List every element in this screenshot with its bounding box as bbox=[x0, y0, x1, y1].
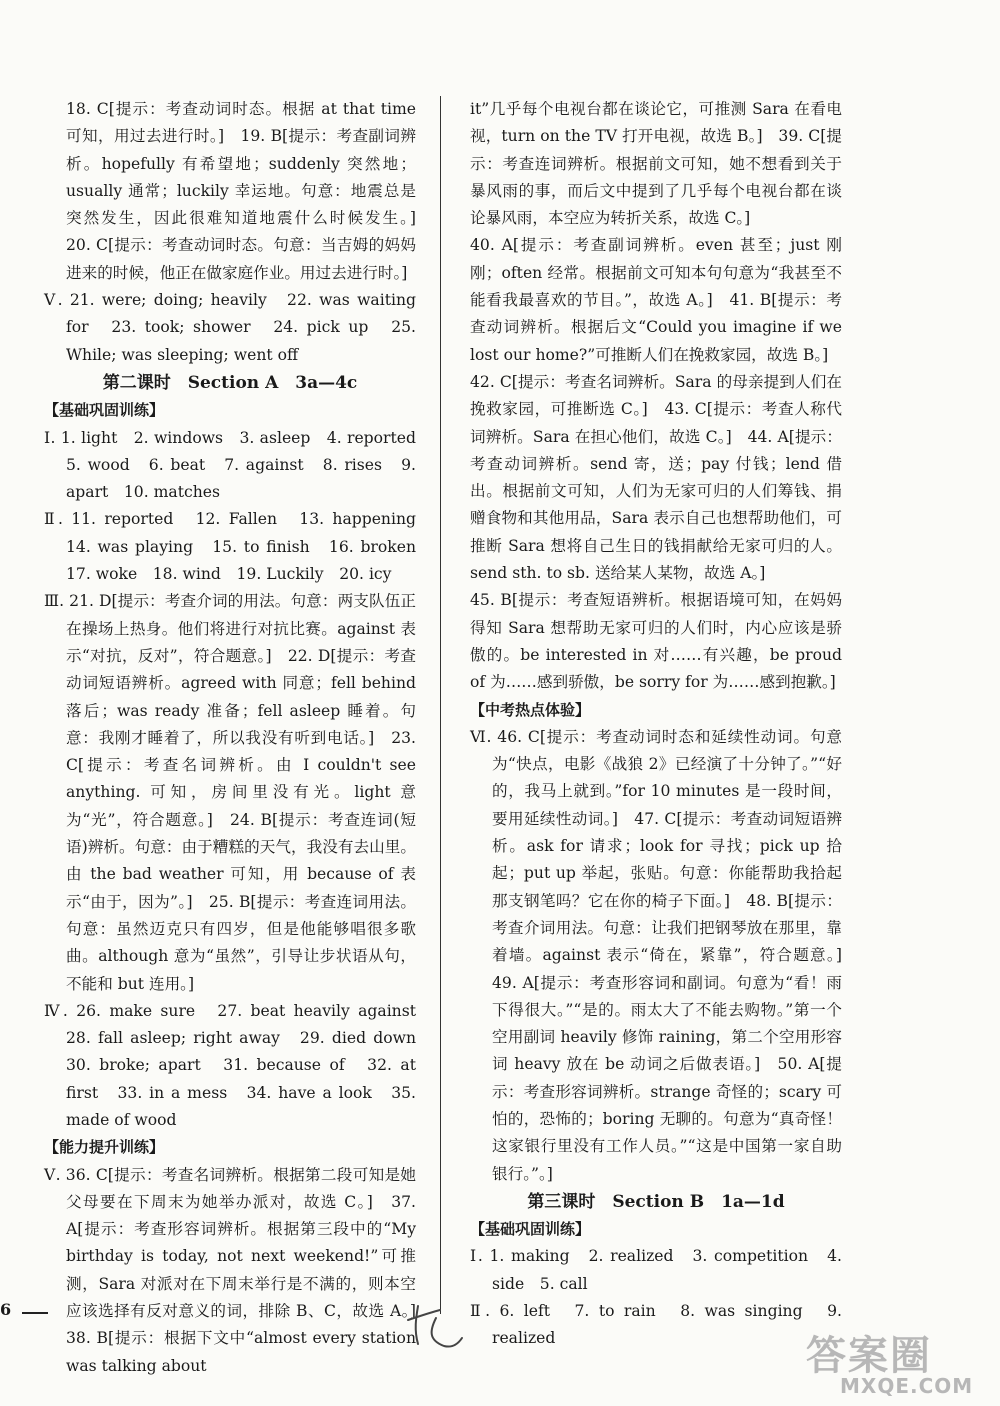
answer-group: Ⅴ. 36. C[提示：考查名词辨析。根据第二段可知是她父母要在下周末为她举办派对，故选 C。] 37. A[提示：考查形容词辨析。根据第三段中的“My birthday is today, not next weekend!”可推测，Sara 对派对在下周末举行是不满的，则本空应该选择有反对意义的词，排除 B、C，故选 A。] 38. B[提示：根据下文中“almost every station was talking about bbox=[44, 1165, 432, 1375]
right-column bbox=[470, 96, 858, 1353]
watermark-brand: 答案圈 bbox=[806, 1333, 932, 1379]
subsection-heading: 【中考热点体验】 bbox=[470, 700, 591, 719]
left-column bbox=[44, 96, 432, 1380]
answer-group: Ⅲ. 21. D[提示：考查介词的用法。句意：两支队伍正在操场上热身。他们将进行对抗比赛。against 表示“对抗，反对”，符合题意。] 22. D[提示：考查动词短语辨析。agreed with 同意；fell behind 落后；was ready 准备；fell asleep 睡着。句意：我刚才睡着了，所以我没有听到电话。] 23. C[提示：考查名词辨析。由 I couldn't see anything. 可知，房间里没有光。light 意为“光”，符合题意。] 24. B[提示：考查连词(短语)辨析。句意：由于糟糕的天气，我没有去山里。由 the bad weather 可知，用 because of 表示“由于，因为”。] 25. B[提示：考查连词用法。句意：虽然迈克只有四岁，但是他能够唱很多歌曲。although 意为“虽然”，引导让步状语从句，不能和 but 连用。] bbox=[44, 592, 416, 993]
column-divider bbox=[440, 96, 441, 1314]
answer-group: Ⅳ. 26. make sure 27. beat heavily against 28. fall asleep; right away 29. died down 30. broke; apart 31. because of 32. at first 33. in a mess 34. have a look 35. made of wood bbox=[44, 1001, 432, 1129]
answer-group: Ⅴ. 21. were; doing; heavily 22. was waiting for 23. took; shower 24. pick up 25. While; was sleeping; went off bbox=[44, 291, 416, 364]
answer-group: Ⅰ. 1. making 2. realized 3. competition 4. side 5. call bbox=[470, 1247, 842, 1293]
page-number: 6 bbox=[0, 1300, 12, 1319]
handwritten-scribble-icon bbox=[400, 1300, 470, 1360]
answer-group: Ⅰ. 1. light 2. windows 3. asleep 4. reported 5. wood 6. beat 7. against 8. rises 9. apart 10. matches bbox=[44, 428, 432, 502]
watermark-url: MXQE.COM bbox=[840, 1374, 974, 1398]
answer-paragraph: 42. C[提示：考查名词辨析。Sara 的母亲提到人们在挽救家园，可推断选 C。] 43. C[提示：考查人称代词辨析。Sara 在担心他们，故选 C。] 44. A[提示：考查动词辨析。send 寄，送；pay 付钱；lend 借出。根据前文可知，人们为无家可归的人们筹钱、捐赠食物和其他用品，Sara 表示自己也想帮助他们，可推断 Sara 想将自己生日的钱捐献给无家可归的人。send sth. to sb. 送给某人某物，故选 A。] bbox=[470, 372, 842, 583]
answer-group: Ⅱ. 11. reported 12. Fallen 13. happening 14. was playing 15. to finish 16. broken 17. woke 18. wind 19. Luckily 20. icy bbox=[44, 510, 432, 584]
section-heading: 第二课时 Section A 3a—4c bbox=[102, 372, 358, 393]
answer-group: Ⅵ. 46. C[提示：考查动词时态和延续性动词。句意为“快点，电影《战狼 2》已经演了十分钟了。”“好的，我马上就到。”for 10 minutes 是一段时间，要用延续性动词。] 47. C[提示：考查动词短语辨析。ask for 请求；look for 寻找；pick up 拾起；put up 举起，张贴。句意：你能帮助我拾起那支钢笔吗？它在你的椅子下面。] 48. B[提示：考查介词用法。句意：让我们把钢琴放在那里，靠着墙。against 表示“倚在，紧靠”，符合题意。] 49. A[提示：考查形容词和副词。句意为“看！雨下得很大。”“是的。雨太大了不能去购物。”第一个空用副词 heavily 修饰 raining，第二个空用形容词 heavy 放在 be 动词之后做表语。] 50. A[提示：考查形容词辨析。strange 奇怪的；scary 可怕的，恐怖的；boring 无聊的。句意为“真奇怪！这家银行里没有工作人员。”“这是中国第一家自助银行。”。] bbox=[470, 727, 858, 1183]
answer-group: Ⅱ. 6. left 7. to rain 8. was singing 9. realized bbox=[470, 1302, 842, 1348]
subsection-heading: 【基础巩固训练】 bbox=[470, 1220, 591, 1239]
answer-paragraph: it”几乎每个电视台都在谈论它，可推测 Sara 在看电视，turn on the TV 打开电视，故选 B。] 39. C[提示：考查连词辨析。根据前文可知，她不想看到关于暴风雨的事，而后文中提到了几乎每个电视台都在谈论暴风雨，本空应为转折关系，故选 C。] bbox=[470, 100, 842, 228]
answer-paragraph: 18. C[提示：考查动词时态。根据 at that time 可知，用过去进行时。] 19. B[提示：考查副词辨析。hopefully 有希望地；suddenly 突然地；usually 通常；luckily 幸运地。句意：地震总是突然发生，因此很难知道地震什么时候发生。] 20. C[提示：考查动词时态。句意：当吉姆的妈妈进来的时候，他正在做家庭作业。用过去进行时。] bbox=[66, 100, 432, 282]
page-number-dash bbox=[22, 1312, 48, 1314]
subsection-heading: 【能力提升训练】 bbox=[44, 1138, 165, 1157]
answer-paragraph: 40. A[提示：考查副词辨析。even 甚至；just 刚刚；often 经常。根据前文可知本句句意为“我甚至不能看我最喜欢的节目。”，故选 A。] 41. B[提示：考查动词辨析。根据后文“Could you imagine if we lost our home?”可推断人们在挽救家园，故选 B。] bbox=[470, 236, 842, 364]
watermark-logo bbox=[806, 1324, 996, 1404]
answer-paragraph: 45. B[提示：考查短语辨析。根据语境可知，在妈妈得知 Sara 想帮助无家可归的人们时，内心应该是骄傲的。be interested in 对……有兴趣，be proud of 为……感到骄傲，be sorry for 为……感到抱歉。] bbox=[470, 591, 842, 692]
section-heading: 第三课时 Section B 1a—1d bbox=[527, 1191, 785, 1212]
subsection-heading: 【基础巩固训练】 bbox=[44, 401, 165, 420]
